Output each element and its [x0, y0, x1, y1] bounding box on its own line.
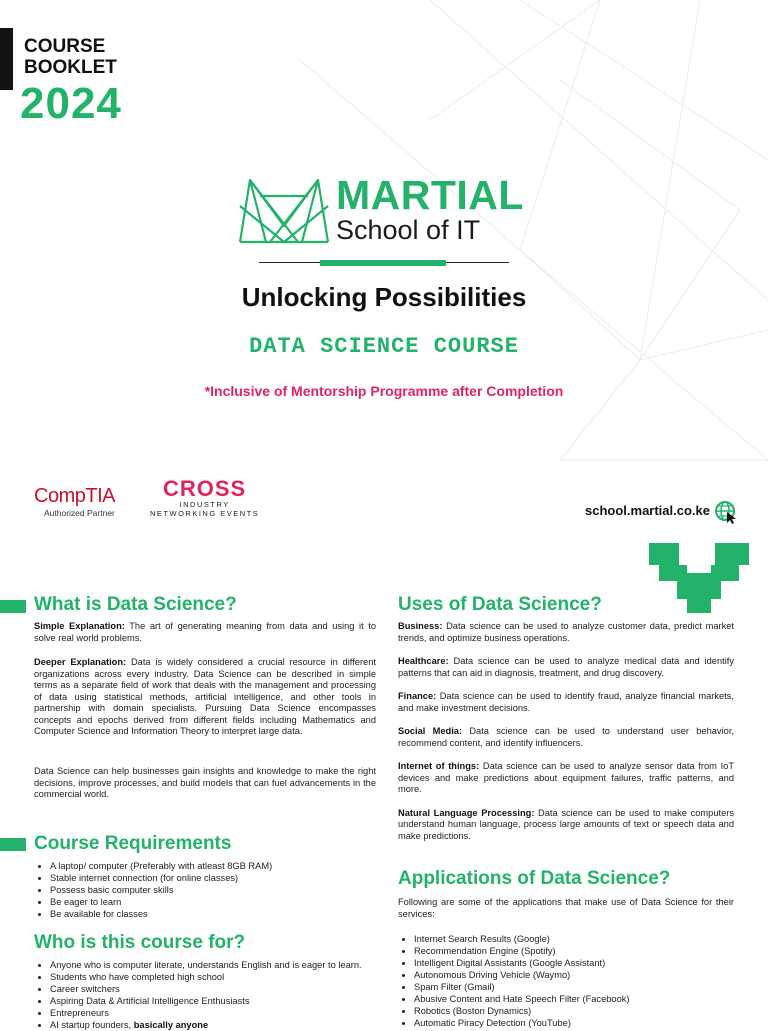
list-item: • Recommendation Engine (Spotify)	[414, 945, 750, 957]
website-link[interactable]: school.martial.co.ke	[585, 503, 710, 518]
list-item: • Career switchers	[50, 983, 400, 995]
martial-logo-icon	[236, 176, 332, 244]
divider-accent	[320, 260, 446, 266]
list-item: • Be available for classes	[50, 908, 392, 920]
uses-heading: Uses of Data Science?	[398, 594, 602, 615]
list-item-emphasis: basically anyone	[133, 1020, 209, 1030]
use-label: Healthcare:	[398, 656, 449, 666]
booklet-year: 2024	[20, 79, 122, 128]
who-for-list	[34, 959, 400, 1031]
closing-paragraph: Data Science can help businesses gain insights and knowledge to make the right decisions, improve processes, and build models that can fuel advancements in the commercial world.	[34, 766, 376, 799]
use-item-social-media	[398, 726, 734, 749]
list-item: • Robotics (Boston Dynamics)	[414, 1005, 750, 1017]
list-item-text: AI startup founders,	[50, 1020, 134, 1030]
use-item-business	[398, 621, 734, 644]
use-label: Social Media:	[398, 726, 463, 736]
list-item: • Be eager to learn	[50, 896, 392, 908]
list-item: • Internet Search Results (Google)	[414, 933, 750, 945]
comptia-subtitle: Authorized Partner	[44, 508, 115, 518]
requirements-list	[34, 860, 392, 920]
deeper-text: Data is widely considered a crucial resource in different organizations across every industry. Data Science can be described in simple terms as a separate field of work that deals with the management and processing of data using statistical methods, artificial intelligence, and other tools in partnership with domain specialists. Pursuing Data Science encompasses concepts and epochs derived from different fields including Mathematics and Computer Science and Information Theory to interpret large data.	[34, 657, 376, 736]
cross-industry-logo	[150, 478, 259, 518]
applications-list	[398, 933, 750, 1029]
simple-explanation	[34, 621, 376, 644]
list-item: • Anyone who is computer literate, understands English and is eager to learn.	[50, 959, 400, 971]
page-tagline: Unlocking Possibilities	[241, 282, 527, 312]
cross-wordmark: CROSS	[163, 476, 247, 501]
badge-line-course: COURSE	[24, 36, 106, 57]
use-text: Data science can be used to analyze sensor data from IoT devices and make predictions about equipment failures, traffic patterns, and more.	[398, 761, 734, 794]
badge-line-booklet: BOOKLET	[24, 57, 117, 78]
what-is-heading: What is Data Science?	[34, 594, 237, 615]
list-item: • Stable internet connection (for online classes)	[50, 872, 392, 884]
list-item: • Abusive Content and Hate Speech Filter (Facebook)	[414, 993, 750, 1005]
section-marker	[0, 838, 26, 851]
deeper-explanation	[34, 657, 376, 738]
use-text: Data science can be used to analyze medical data and identify patterns that can aid in diagnosis, treatment, and drug discovery.	[398, 656, 734, 678]
decorative-shape	[649, 543, 749, 613]
list-item: • Students who have completed high school	[50, 971, 400, 983]
simple-text: The art of generating meaning from data and using it to solve real world problems.	[34, 621, 376, 643]
use-text: Data science can be used to analyze customer data, predict market trends, and optimize business operations.	[398, 621, 734, 643]
use-item-healthcare	[398, 656, 734, 679]
use-item-iot	[398, 761, 734, 796]
comptia-logo	[34, 485, 115, 518]
list-item: • Possess basic computer skills	[50, 884, 392, 896]
use-text: Data science can be used to identify fraud, analyze financial markets, and make investment decisions.	[398, 691, 734, 713]
use-text: Data science can be used to make computers understand human language, process large amounts of text or speech data and make predictions.	[398, 807, 734, 841]
requirements-heading: Course Requirements	[34, 833, 232, 854]
list-item: • Intelligent Digital Assistants (Google Assistant)	[414, 957, 750, 969]
badge-accent-bar	[0, 28, 13, 90]
use-item-finance	[398, 691, 734, 714]
use-label: Internet of things:	[398, 761, 480, 771]
use-label: Business:	[398, 621, 443, 631]
cross-line-industry: INDUSTRY	[179, 500, 230, 509]
list-item: • Aspiring Data & Artificial Intelligence Enthusiasts	[50, 995, 400, 1007]
applications-heading: Applications of Data Science?	[398, 868, 671, 889]
brand-name: MARTIAL	[336, 172, 524, 218]
course-title: DATA SCIENCE COURSE	[249, 334, 519, 359]
uses-list	[398, 621, 734, 842]
list-item: • Spam Filter (Gmail)	[414, 981, 750, 993]
cross-line-events: NETWORKING EVENTS	[150, 509, 260, 518]
mentorship-note: *Inclusive of Mentorship Programme after Completion	[204, 383, 564, 399]
use-item-nlp	[398, 808, 734, 843]
who-for-heading: Who is this course for?	[34, 932, 246, 953]
list-item: • Entrepreneurs	[50, 1007, 400, 1019]
use-text: Data science can be used to understand user behavior, recommend content, and identify influencers.	[398, 726, 734, 748]
simple-label: Simple Explanation:	[34, 621, 125, 631]
list-item	[50, 1019, 400, 1031]
list-item: • A laptop/ computer (Preferably with atleast 8GB RAM)	[50, 860, 392, 872]
list-item: • Automatic Piracy Detection (YouTube)	[414, 1017, 750, 1029]
applications-intro: Following are some of the applications that make use of Data Science for their services:	[398, 897, 734, 919]
use-label: Natural Language Processing:	[398, 807, 535, 818]
globe-icon[interactable]	[714, 500, 738, 524]
list-item: • Autonomous Driving Vehicle (Waymo)	[414, 969, 750, 981]
brand-subtitle: School of IT	[336, 215, 481, 245]
booklet-label	[24, 36, 117, 78]
comptia-wordmark: CompTIA	[34, 485, 115, 507]
section-marker	[0, 600, 26, 613]
deeper-label: Deeper Explanation:	[34, 657, 127, 667]
use-label: Finance:	[398, 691, 437, 701]
